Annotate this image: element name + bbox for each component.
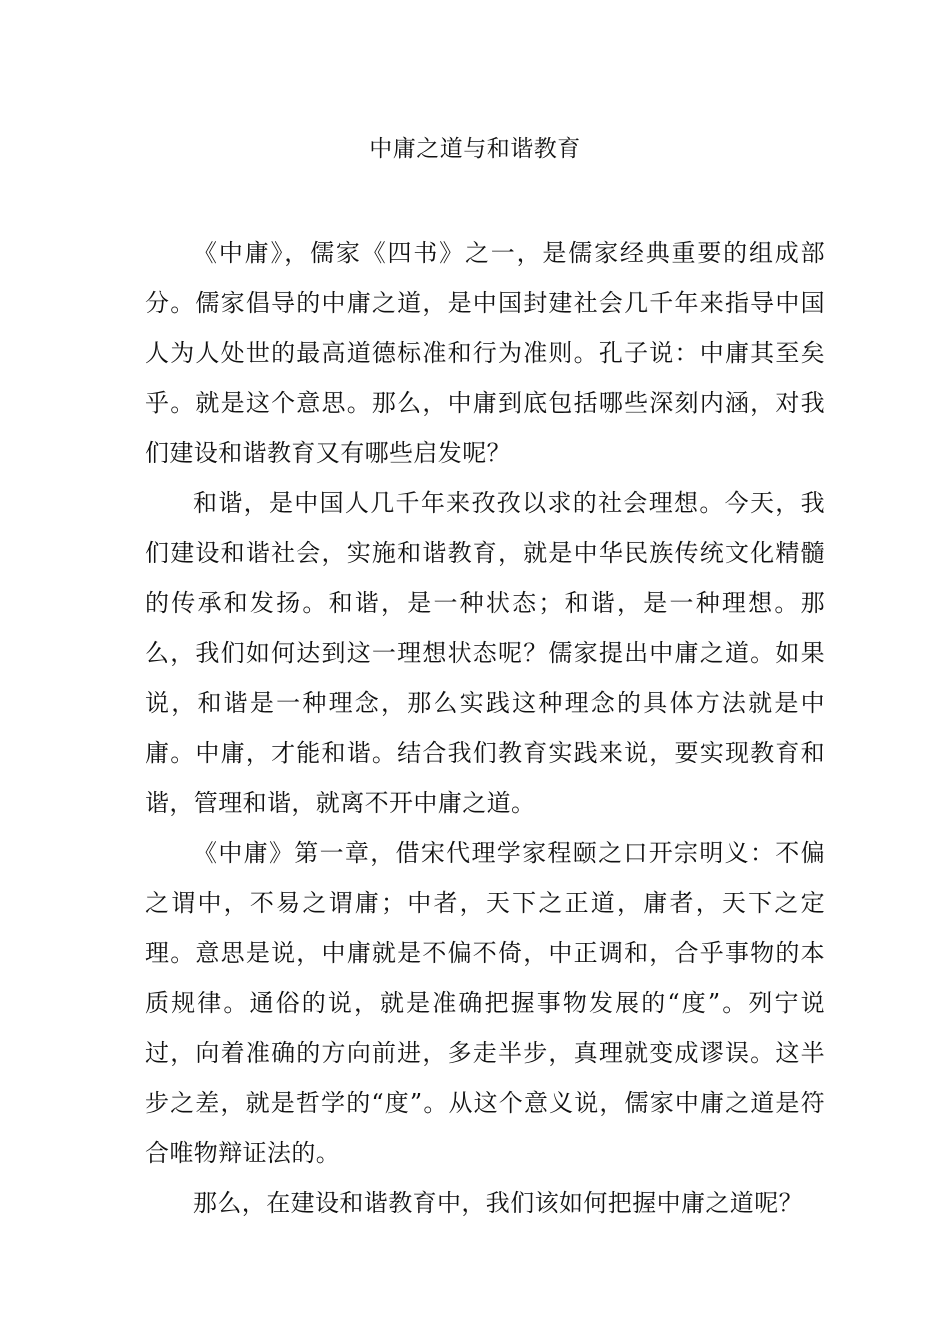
document-body	[145, 228, 825, 1228]
paragraph-1: 《中庸》，儒家《四书》之一，是儒家经典重要的组成部分。儒家倡导的中庸之道，是中国封建社会几千年来指导中国人为人处世的最高道德标准和行为准则。孔子说：中庸其至矣乎。就是这个意思。那么，中庸到底包括哪些深刻内涵，对我们建设和谐教育又有哪些启发呢？	[145, 239, 825, 467]
paragraph-4: 那么，在建设和谐教育中，我们该如何把握中庸之道呢？	[193, 1189, 803, 1217]
document-title: 中庸之道与和谐教育	[369, 136, 581, 162]
paragraph-2: 和谐，是中国人几千年来孜孜以求的社会理想。今天，我们建设和谐社会，实施和谐教育，就是中华民族传统文化精髓的传承和发扬。和谐，是一种状态；和谐，是一种理想。那么，我们如何达到这一理想状态呢？儒家提出中庸之道。如果说，和谐是一种理念，那么实践这种理念的具体方法就是中庸。中庸，才能和谐。结合我们教育实践来说，要实现教育和谐，管理和谐，就离不开中庸之道。	[145, 489, 825, 817]
paragraph-3: 《中庸》第一章，借宋代理学家程颐之口开宗明义：不偏之谓中，不易之谓庸；中者，天下之正道，庸者，天下之定理。意思是说，中庸就是不偏不倚，中正调和，合乎事物的本质规律。通俗的说，就是准确把握事物发展的“度”。列宁说过，向着准确的方向前进，多走半步，真理就变成谬误。这半步之差，就是哲学的“度”。从这个意义说，儒家中庸之道是符合唯物辩证法的。	[145, 839, 825, 1167]
